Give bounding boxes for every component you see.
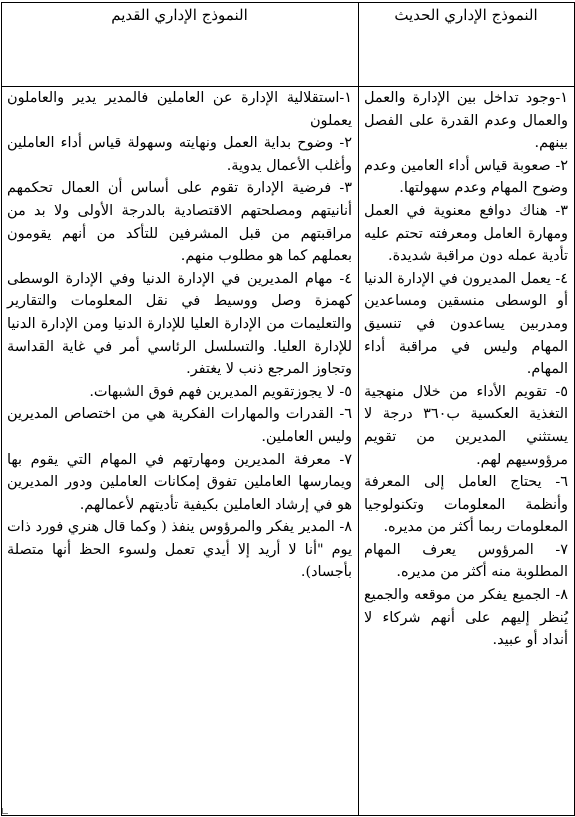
old-item-2: ٢- وضوح بداية العمل ونهايته وسهولة قياس أداء العاملين وأغلب الأعمال يدوية. [7,135,352,174]
modern-item-5: ٥- تقويم الأداء من خلال منهجية التغذية العكسية ب٣٦٠ درجة لا يستثني المديرين من تقويم مرؤوسيهم لهم. [364,383,568,468]
modern-model-header: النموذج الإداري الحديث [359,3,575,87]
old-item-5: ٥- لا يجوزتقويم المديرين فهم فوق الشبهات. [89,383,352,400]
modern-item-2: ٢- صعوبة قياس أداء العامين وعدم وضوح المهام وعدم سهولتها. [364,157,568,197]
modern-item-4: ٤- يعمل المديرون في الإدارة الدنيا أو الوسطى منسقين ومساعدين ومدربين يساعدون في تنسيق المهام وليس في مراقبة أداء المهام. [364,270,568,378]
old-item-3: ٣- فرضية الإدارة تقوم على أساس أن العمال تحكمهم أنانيتهم ومصلحتهم الاقتصادية بالدرجة الأولى ولا بد من مراقبتهم من قبل المشرفين للتأكد من أنهم يقومون بعملهم كما هو مطلوب منهم. [7,180,352,265]
modern-item-8: ٨- الجميع يفكر من موقعه والجميع يُنظر إليهم على أنهم شركاء لا أنداد أو عبيد. [364,587,568,649]
old-item-4: ٤- مهام المديرين في الإدارة الدنيا وفي الإدارة الوسطى كهمزة وصل ووسيط في نقل المعلومات والتقارير والتعليمات من الإدارة العليا للإدارة الدنيا ومن الإدارة الدنيا للإدارة العليا. والتسلسل الرئاسي أمر في غاية القداسة وتجاوز المرجع ذنب لا يغتفر. [7,270,352,378]
content-row [2,87,575,816]
header-row [2,3,575,87]
modern-item-7: ٧- المرؤوس يعرف المهام المطلوبة منه أكثر من مديره. [364,541,568,581]
old-item-8: ٨- المدير يفكر والمرؤوس ينفذ ( وكما قال هنري فورد ذات يوم "أنا لا أريد إلا أيدي تعمل ولسوء الحظ أنها متصلة بأجساد). [7,519,352,581]
old-item-7: ٧- معرفة المديرين ومهارتهم في المهام التي يقوم بها ويمارسها العاملين تفوق إمكانات العاملين ودور المديرين هو في إرشاد العاملين بكيفية تأديتهم لأعمالهم. [7,451,352,513]
old-item-1: ١-استقلالية الإدارة عن العاملين فالمدير يدير والعاملون يعملون [7,90,352,129]
comparison-table [1,2,575,816]
old-model-header: النموذج الإداري القديم [2,3,359,87]
modern-model-column [359,87,575,816]
modern-item-1: ١-وجود تداخل بين الإدارة والعمل والعمال وعدم القدرة على الفصل بينهم. [364,90,568,152]
old-model-column [2,87,359,816]
modern-item-3: ٣- هناك دوافع معنوية في العمل ومهارة العامل ومعرفته تحتم عليه تأدية عمله دون مراقبة شديدة. [364,202,568,265]
old-item-6: ٦- القدرات والمهارات الفكرية هي من اختصاص المديرين وليس العاملين. [7,406,352,445]
modern-item-6: ٦- يحتاج العامل إلى المعرفة وأنظمة المعلومات وتكنولوجيا المعلومات ربما أكثر من مديره. [364,474,568,536]
corner-mark [2,808,8,814]
